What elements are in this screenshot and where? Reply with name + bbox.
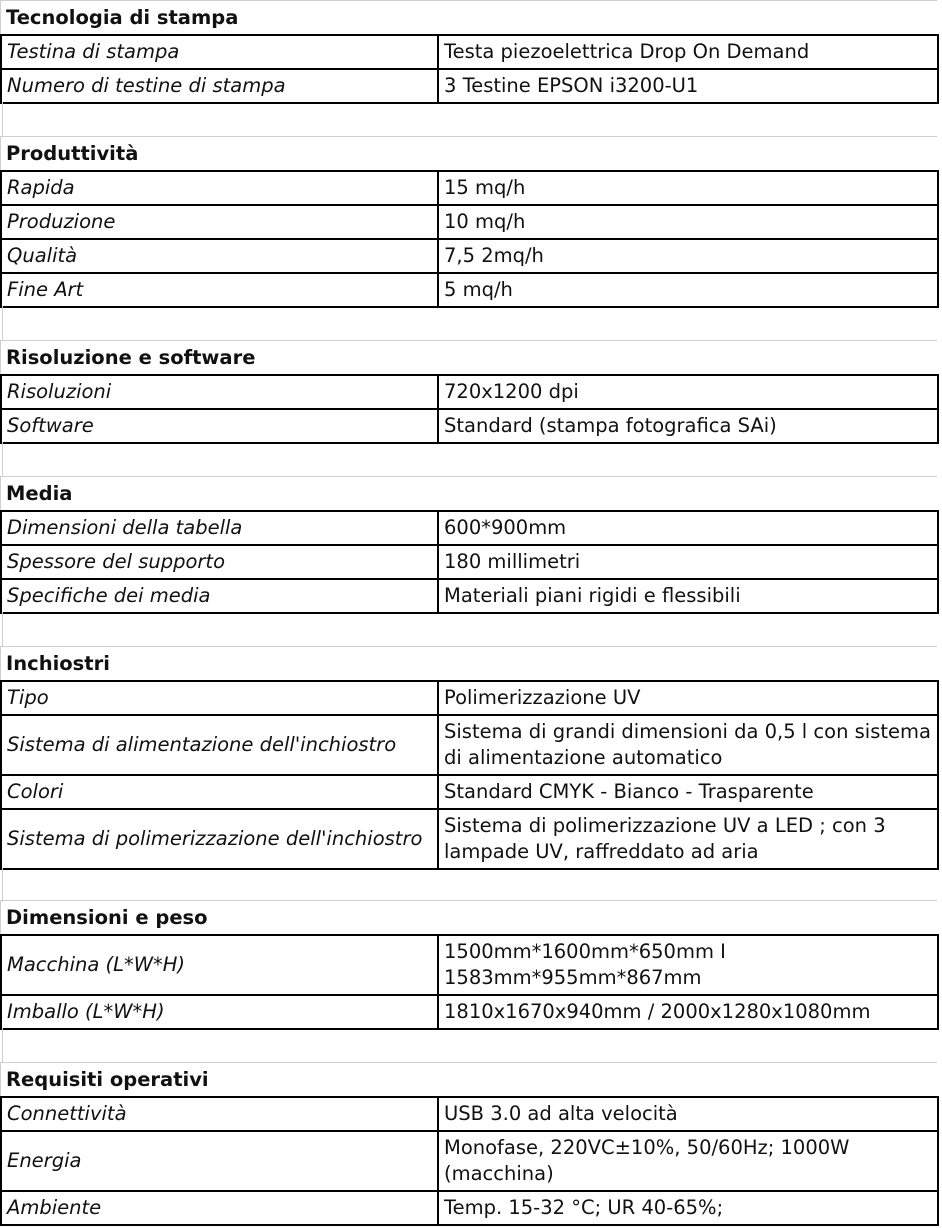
spec-value: Standard CMYK - Bianco - Trasparente xyxy=(438,775,938,809)
section-title-requisiti: Requisiti operativi xyxy=(0,1062,937,1097)
gap-divider xyxy=(2,442,3,476)
gap-divider xyxy=(2,1028,3,1062)
spec-key: Sistema di alimentazione dell'inchiostro xyxy=(1,715,438,775)
spec-key: Qualità xyxy=(1,239,438,273)
spec-key: Software xyxy=(1,409,438,443)
table-row xyxy=(1,171,938,205)
section-title-dimensioni: Dimensioni e peso xyxy=(0,900,937,935)
spec-key: Ambiente xyxy=(1,1191,438,1225)
spec-key: Risoluzioni xyxy=(1,375,438,409)
gap-divider xyxy=(2,868,3,902)
table-media xyxy=(0,510,939,614)
spec-key: Colori xyxy=(1,775,438,809)
table-row xyxy=(1,409,938,443)
spec-value: Sistema di polimerizzazione UV a LED ; con 3 lampade UV, raffreddato ad aria xyxy=(438,809,938,869)
table-inchiostri xyxy=(0,680,939,870)
spec-value: USB 3.0 ad alta velocità xyxy=(438,1097,938,1131)
spec-key: Rapida xyxy=(1,171,438,205)
gap-divider xyxy=(2,306,3,340)
spec-value: 720x1200 dpi xyxy=(438,375,938,409)
spec-value: 180 millimetri xyxy=(438,545,938,579)
section-title-tecnologia: Tecnologia di stampa xyxy=(0,0,937,35)
table-row xyxy=(1,775,938,809)
table-requisiti xyxy=(0,1096,939,1226)
table-row xyxy=(1,375,938,409)
spec-value: 10 mq/h xyxy=(438,205,938,239)
spec-key: Produzione xyxy=(1,205,438,239)
table-row xyxy=(1,69,938,103)
section-title-inchiostri: Inchiostri xyxy=(0,646,937,681)
table-row xyxy=(1,1191,938,1225)
table-row xyxy=(1,239,938,273)
gap-divider xyxy=(2,612,3,646)
table-tecnologia xyxy=(0,34,939,104)
section-title-media: Media xyxy=(0,476,937,511)
table-row xyxy=(1,809,938,869)
spec-value: 7,5 2mq/h xyxy=(438,239,938,273)
section-title-produttivita: Produttività xyxy=(0,136,937,171)
table-row xyxy=(1,35,938,69)
table-row xyxy=(1,273,938,307)
spec-value: 1810x1670x940mm / 2000x1280x1080mm xyxy=(438,995,938,1029)
spec-value: 3 Testine EPSON i3200-U1 xyxy=(438,69,938,103)
table-risoluzione xyxy=(0,374,939,444)
table-row xyxy=(1,1097,938,1131)
table-row xyxy=(1,545,938,579)
spec-key: Connettività xyxy=(1,1097,438,1131)
table-row xyxy=(1,1131,938,1191)
spec-value: Materiali piani rigidi e flessibili xyxy=(438,579,938,613)
spec-key: Imballo (L*W*H) xyxy=(1,995,438,1029)
spec-key: Tipo xyxy=(1,681,438,715)
spec-value: Temp. 15-32 °C; UR 40-65%; xyxy=(438,1191,938,1225)
table-row xyxy=(1,579,938,613)
spec-key: Testina di stampa xyxy=(1,35,438,69)
table-row xyxy=(1,995,938,1029)
spec-key: Numero di testine di stampa xyxy=(1,69,438,103)
table-row xyxy=(1,715,938,775)
section-title-risoluzione: Risoluzione e software xyxy=(0,340,937,375)
spec-value: Testa piezoelettrica Drop On Demand xyxy=(438,35,938,69)
table-row xyxy=(1,935,938,995)
spec-value: Polimerizzazione UV xyxy=(438,681,938,715)
spec-key: Energia xyxy=(1,1131,438,1191)
spec-value: Monofase, 220VC±10%, 50/60Hz; 1000W (macchina) xyxy=(438,1131,938,1191)
spec-key: Spessore del supporto xyxy=(1,545,438,579)
spec-value: 600*900mm xyxy=(438,511,938,545)
spec-key: Dimensioni della tabella xyxy=(1,511,438,545)
spec-value: Standard (stampa fotografica SAi) xyxy=(438,409,938,443)
spec-key: Fine Art xyxy=(1,273,438,307)
table-produttivita xyxy=(0,170,939,308)
gap-divider xyxy=(2,102,3,136)
table-dimensioni xyxy=(0,934,939,1030)
spec-key: Macchina (L*W*H) xyxy=(1,935,438,995)
table-row xyxy=(1,681,938,715)
spec-key: Sistema di polimerizzazione dell'inchiostro xyxy=(1,809,438,869)
spec-value: 1500mm*1600mm*650mm I 1583mm*955mm*867mm xyxy=(438,935,938,995)
spec-value: 5 mq/h xyxy=(438,273,938,307)
spec-value: Sistema di grandi dimensioni da 0,5 l con sistema di alimentazione automatico xyxy=(438,715,938,775)
spec-key: Specifiche dei media xyxy=(1,579,438,613)
table-row xyxy=(1,511,938,545)
table-row xyxy=(1,205,938,239)
spec-value: 15 mq/h xyxy=(438,171,938,205)
